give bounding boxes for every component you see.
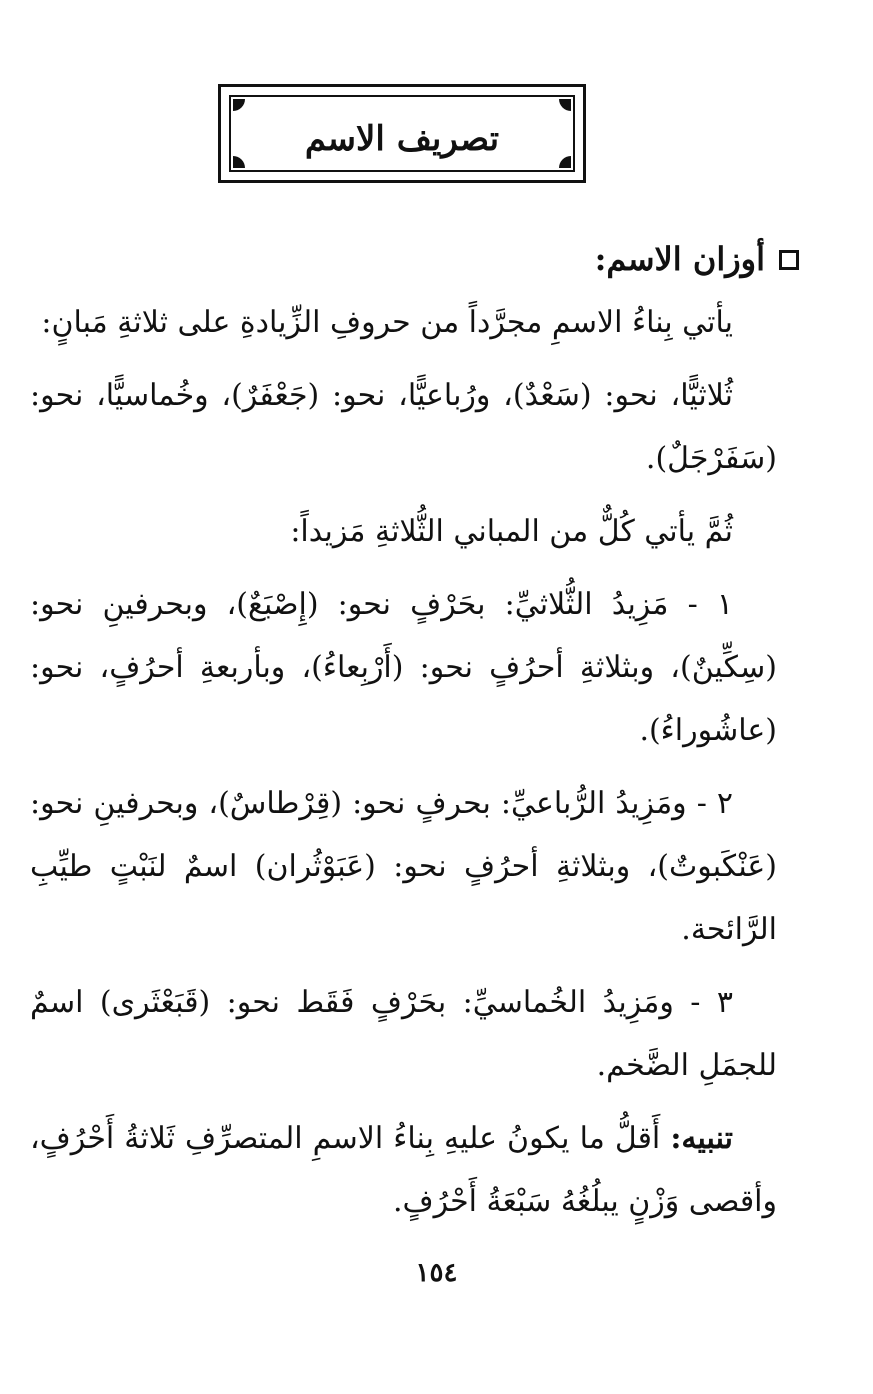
section-heading	[30, 228, 799, 291]
paragraph-augmented: ثُمَّ يأتي كُلٌّ من المباني الثُّلاثةِ مَزيداً:	[290, 514, 733, 549]
paragraph-note	[30, 1107, 777, 1233]
paragraph-triliteral: ١ - مَزِيدُ الثُّلاثيِّ: بحَرْفٍ نحو: (إِصْبَعٌ)، وبحرفينِ نحو: (سِكِّينٌ)، وبثلاثةِ أحرُفٍ نحو: (أَرْبِعاءُ)، وبأربعةِ أحرُفٍ، نحو: (عاشُوراءُ).	[30, 587, 777, 748]
square-bullet-icon	[779, 250, 799, 270]
title-frame-inner	[229, 95, 575, 172]
paragraph-quadriliteral: ٢ - ومَزِيدُ الرُّباعيِّ: بحرفٍ نحو: (قِرْطاسٌ)، وبحرفينِ نحو: (عَنْكَبوتٌ)، وبثلاثةِ أحرُفٍ نحو: (عَبَوْثُران) اسمٌ لنَبْتٍ طيِّبِ الرَّائحة.	[30, 786, 777, 947]
section-heading-text: أوزان الاسم:	[594, 240, 765, 278]
page-number: ١٥٤	[415, 1258, 458, 1288]
title-frame	[218, 84, 586, 183]
frame-corner-ornament	[233, 99, 245, 111]
frame-corner-ornament	[559, 99, 571, 111]
paragraph-quinqueliteral: ٣ - ومَزِيدُ الخُماسيِّ: بحَرْفٍ فَقَط نحو: (قَبَعْثَرى) اسمٌ للجمَلِ الضَّخم.	[30, 985, 777, 1083]
note-label: تنبيه:	[670, 1121, 733, 1156]
paragraph-intro: يأتي بِناءُ الاسمِ مجرَّداً من حروفِ الزِّيادةِ على ثلاثةِ مَبانٍ:	[41, 305, 733, 340]
paragraph-bases: ثُلاثيًّا، نحو: (سَعْدٌ)، ورُباعيًّا، نحو: (جَعْفَرٌ)، وخُماسيًّا، نحو: (سَفَرْجَلٌ).	[30, 378, 777, 476]
chapter-title: تصريف الاسم	[304, 119, 500, 159]
note-text: أَقلُّ ما يكونُ عليهِ بِناءُ الاسمِ المتصرِّفِ ثَلاثةُ أَحْرُفٍ، وأقصى وَزْنٍ يبلُغُهُ سَبْعَةُ أَحْرُفٍ.	[30, 1121, 777, 1219]
page-content	[30, 228, 777, 1233]
